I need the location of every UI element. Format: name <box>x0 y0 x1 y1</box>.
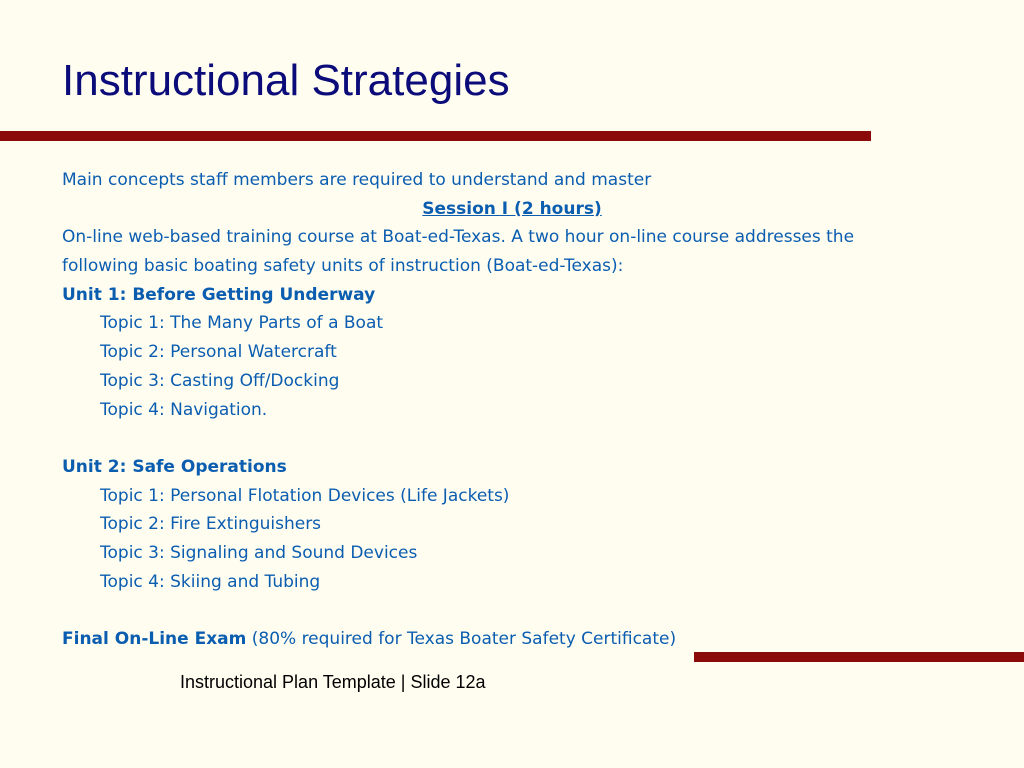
intro-text: Main concepts staff members are required to understand and master <box>62 170 652 190</box>
slide-footer: Instructional Plan Template | Slide 12a <box>180 672 486 692</box>
unit-1-topic-4: Topic 4: Navigation. <box>100 399 268 420</box>
unit-1-topic-3: Topic 3: Casting Off/Docking <box>100 370 340 391</box>
slide-title: Instructional Strategies <box>62 56 510 105</box>
spacer <box>62 424 962 453</box>
spacer <box>62 596 962 625</box>
exam-note: (80% required for Texas Boater Safety Certificate) <box>246 629 677 649</box>
unit-2-title: Unit 2: Safe Operations <box>62 456 287 477</box>
description-line-1: On-line web-based training course at Boat-ed-Texas. A two hour on-line course addresses the <box>62 227 855 248</box>
unit-1-topic-1: Topic 1: The Many Parts of a Boat <box>100 313 384 334</box>
bottom-divider <box>694 652 1024 662</box>
slide-body <box>62 166 962 654</box>
unit-1-title: Unit 1: Before Getting Underway <box>62 284 376 305</box>
unit-2-topic-2: Topic 2: Fire Extinguishers <box>100 514 322 535</box>
unit-2-topic-1: Topic 1: Personal Flotation Devices (Life Jackets) <box>100 485 510 506</box>
description-line-2: following basic boating safety units of instruction (Boat-ed-Texas): <box>62 256 624 277</box>
unit-1-topic-2: Topic 2: Personal Watercraft <box>100 342 337 363</box>
top-divider <box>0 131 871 141</box>
unit-2-topic-4: Topic 4: Skiing and Tubing <box>100 571 321 592</box>
exam-label: Final On-Line Exam <box>62 629 247 649</box>
session-heading: Session I (2 hours) <box>422 198 602 219</box>
unit-2-topic-3: Topic 3: Signaling and Sound Devices <box>100 542 418 563</box>
exam-line <box>62 625 962 654</box>
